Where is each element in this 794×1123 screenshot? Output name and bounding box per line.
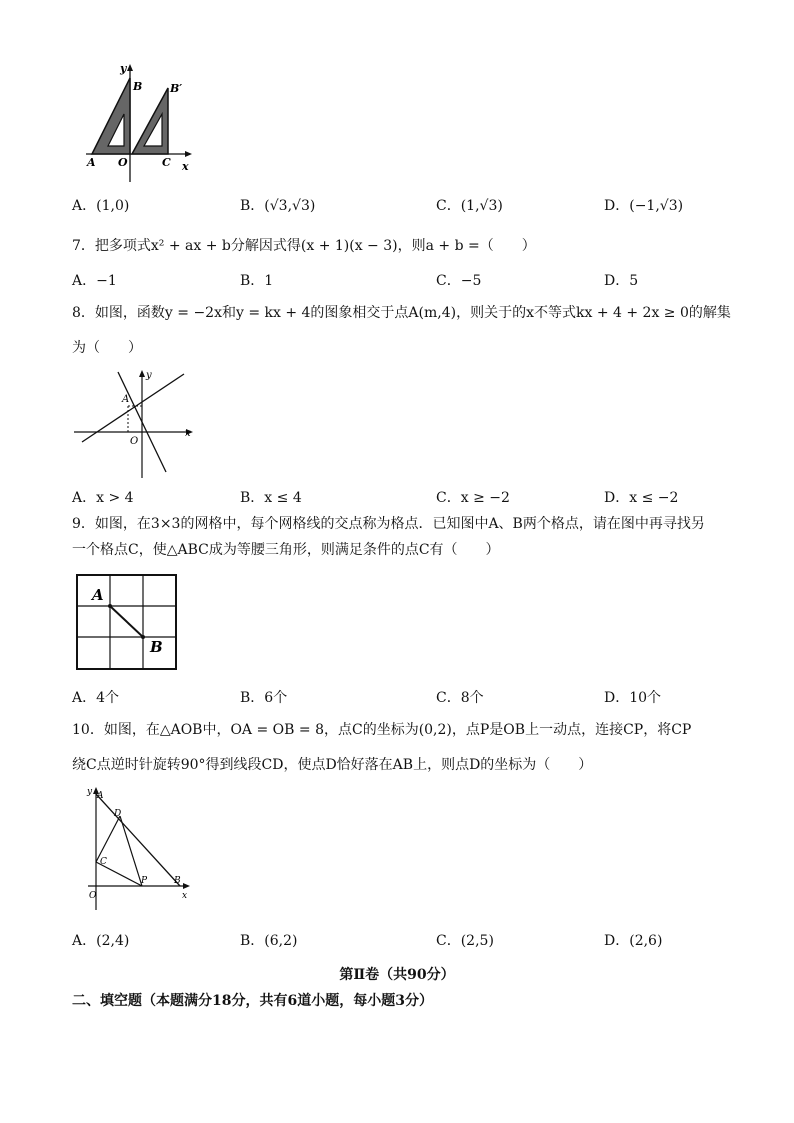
q6-label-a: A xyxy=(87,156,96,169)
q6-option-c: C．(1,√3) xyxy=(436,198,503,214)
q9-label-a: A xyxy=(92,586,104,604)
q9-option-a: A．4个 xyxy=(72,690,120,706)
q10-label-b: B xyxy=(174,876,181,886)
q6-label-o: O xyxy=(118,156,128,169)
q9-option-d: D．10个 xyxy=(604,690,662,706)
q10-label-d: D xyxy=(114,809,122,819)
q8-label-x: x xyxy=(185,428,191,439)
q10-label-c: C xyxy=(100,857,107,867)
q10-label-y: y xyxy=(87,787,93,797)
q10-label-a: A xyxy=(97,791,104,801)
q9-option-c: C．8个 xyxy=(436,690,484,706)
section-subtitle: 二、填空题（本题满分18分，共有6道小题，每小题3分） xyxy=(72,993,433,1009)
q8-option-a: A．x > 4 xyxy=(72,490,134,506)
q10-option-a: A．(2,4) xyxy=(72,933,130,949)
q6-label-b-prime: B′ xyxy=(170,82,183,95)
q10-option-b: B．(6,2) xyxy=(240,933,298,949)
q6-label-x: x xyxy=(182,160,189,173)
q10-label-x: x xyxy=(182,891,188,901)
q8-figure xyxy=(72,366,197,481)
q9-stem-line2: 一个格点C，使△ABC成为等腰三角形，则满足条件的点C有（ ） xyxy=(72,542,500,558)
q6-option-b: B．(√3,√3) xyxy=(240,198,316,214)
q9-stem-line1: 9．如图，在3×3的网格中，每个网格线的交点称为格点．已知图中A、B两个格点，请在图中再寻找另 xyxy=(72,516,705,532)
q10-stem-line2: 绕C点逆时针旋转90°得到线段CD，使点D恰好落在AB上，则点D的坐标为（ ） xyxy=(72,757,593,773)
q10-option-c: C．(2,5) xyxy=(436,933,494,949)
section-title: 第Ⅱ卷（共90分） xyxy=(339,967,455,983)
q8-stem-line1: 8．如图，函数y = −2x和y = kx + 4的图象相交于点A(m,4)，则关于的x不等式kx + 4 + 2x ≥ 0的解集 xyxy=(72,305,731,321)
q10-figure xyxy=(84,784,194,914)
q9-option-b: B．6个 xyxy=(240,690,288,706)
q7-option-c: C．−5 xyxy=(436,273,482,289)
q10-label-p: P xyxy=(141,876,148,886)
q7-stem: 7．把多项式x² + ax + b分解因式得(x + 1)(x − 3)，则a + b =（ ） xyxy=(72,238,536,254)
q8-label-y: y xyxy=(146,370,152,381)
q6-label-c: C xyxy=(162,156,171,169)
q7-option-b: B．1 xyxy=(240,273,274,289)
q8-option-c: C．x ≥ −2 xyxy=(436,490,510,506)
q6-label-y: y xyxy=(120,62,127,75)
q7-option-a: A．−1 xyxy=(72,273,117,289)
q10-label-o: O xyxy=(89,891,97,901)
q9-figure xyxy=(74,572,180,672)
q7-option-d: D．5 xyxy=(604,273,639,289)
q8-stem-line2: 为（ ） xyxy=(72,340,142,356)
q8-option-b: B．x ≤ 4 xyxy=(240,490,302,506)
q6-figure xyxy=(78,58,198,183)
q8-label-o: O xyxy=(130,436,139,447)
q8-label-a: A xyxy=(122,394,130,405)
q6-label-b: B xyxy=(133,80,143,93)
q6-option-d: D．(−1,√3) xyxy=(604,198,684,214)
q10-option-d: D．(2,6) xyxy=(604,933,663,949)
q8-option-d: D．x ≤ −2 xyxy=(604,490,679,506)
q6-option-a: A．(1,0) xyxy=(72,198,130,214)
q10-stem-line1: 10．如图，在△AOB中，OA = OB = 8，点C的坐标为(0,2)，点P是OB上一动点，连接CP，将CP xyxy=(72,722,692,738)
q9-label-b: B xyxy=(150,638,163,656)
